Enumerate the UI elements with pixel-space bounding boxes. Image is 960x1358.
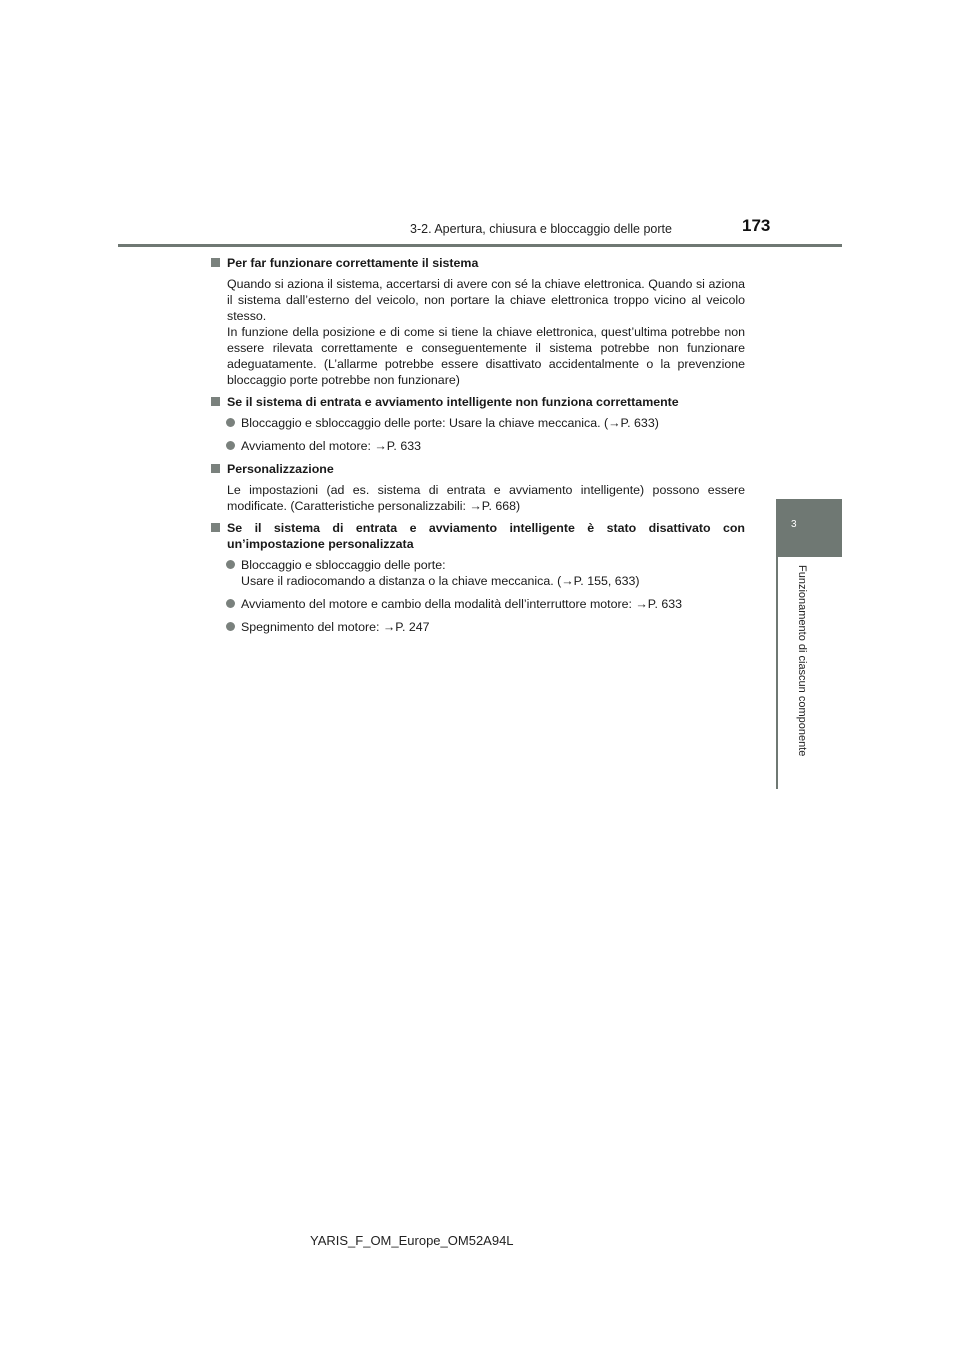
heading-text: Se il sistema di entrata e avviamento intelligente è stato disattivato con un’impostazione personalizzata (227, 521, 745, 551)
circle-bullet-icon (226, 599, 235, 608)
section-customization (211, 461, 745, 514)
circle-bullet-icon (226, 560, 235, 569)
section-correct-operation (211, 255, 745, 388)
list-item-text: Avviamento del motore: →P. 633 (241, 439, 421, 453)
square-bullet-icon (211, 523, 220, 532)
list-item (211, 438, 745, 454)
square-bullet-icon (211, 397, 220, 406)
paragraph-text: In funzione della posizione e di come si tiene la chiave elettronica, quest’ultima potrebbe non essere rilevata correttamente e conseguentemente il sistema potrebbe non funzionare adeguatamente. (L’allarme potrebbe essere disattivato accidentalmente o la prevenzione bloccaggio porte potrebbe non funzionare) (227, 325, 745, 387)
chapter-tab-rule (776, 557, 778, 789)
circle-bullet-icon (226, 622, 235, 631)
square-bullet-icon (211, 258, 220, 267)
chapter-tab-number: 3 (791, 519, 797, 530)
section-heading (211, 461, 745, 477)
heading-text: Personalizzazione (227, 462, 334, 476)
list-item-text: Spegnimento del motore: →P. 247 (241, 620, 430, 634)
header-divider (118, 244, 842, 247)
circle-bullet-icon (226, 418, 235, 427)
page-content (211, 255, 745, 642)
document-code: YARIS_F_OM_Europe_OM52A94L (310, 1233, 514, 1248)
paragraph-text: Le impostazioni (ad es. sistema di entrata e avviamento intelligente) possono essere modificate. (Caratteristiche personalizzabili: →P. 668) (227, 483, 745, 513)
running-header-title: 3-2. Apertura, chiusura e bloccaggio delle porte (410, 222, 672, 236)
section-heading (211, 520, 745, 552)
paragraph (211, 482, 745, 514)
list-item-text: Avviamento del motore e cambio della modalità dell’interruttore motore: →P. 633 (241, 597, 683, 611)
page-number: 173 (742, 216, 771, 235)
chapter-title-vertical: Funzionamento di ciascun componente (796, 565, 808, 757)
list-item (211, 415, 745, 431)
circle-bullet-icon (226, 441, 235, 450)
section-heading (211, 255, 745, 271)
list-item (211, 596, 745, 612)
list-item-text: Bloccaggio e sbloccaggio delle porte: Usare la chiave meccanica. (→P. 633) (241, 416, 659, 430)
list-item (211, 557, 745, 589)
list-item-text: Bloccaggio e sbloccaggio delle porte: (241, 558, 446, 572)
square-bullet-icon (211, 464, 220, 473)
section-disabled-system (211, 520, 745, 635)
chapter-tab (776, 499, 842, 557)
heading-text: Per far funzionare correttamente il sistema (227, 256, 479, 270)
list-item (211, 619, 745, 635)
heading-text: Se il sistema di entrata e avviamento intelligente non funziona correttamente (227, 395, 679, 409)
paragraph-text: Quando si aziona il sistema, accertarsi di avere con sé la chiave elettronica. Quando si azionа il sistema dall’esterno del veicolo, non portare la chiave elettronica troppo vicino al veicolo stesso. (227, 277, 745, 323)
list-item-text: Usare il radiocomando a distanza o la chiave meccanica. (→P. 155, 633) (241, 574, 640, 588)
section-heading (211, 394, 745, 410)
paragraph (211, 276, 745, 388)
section-malfunction (211, 394, 745, 454)
